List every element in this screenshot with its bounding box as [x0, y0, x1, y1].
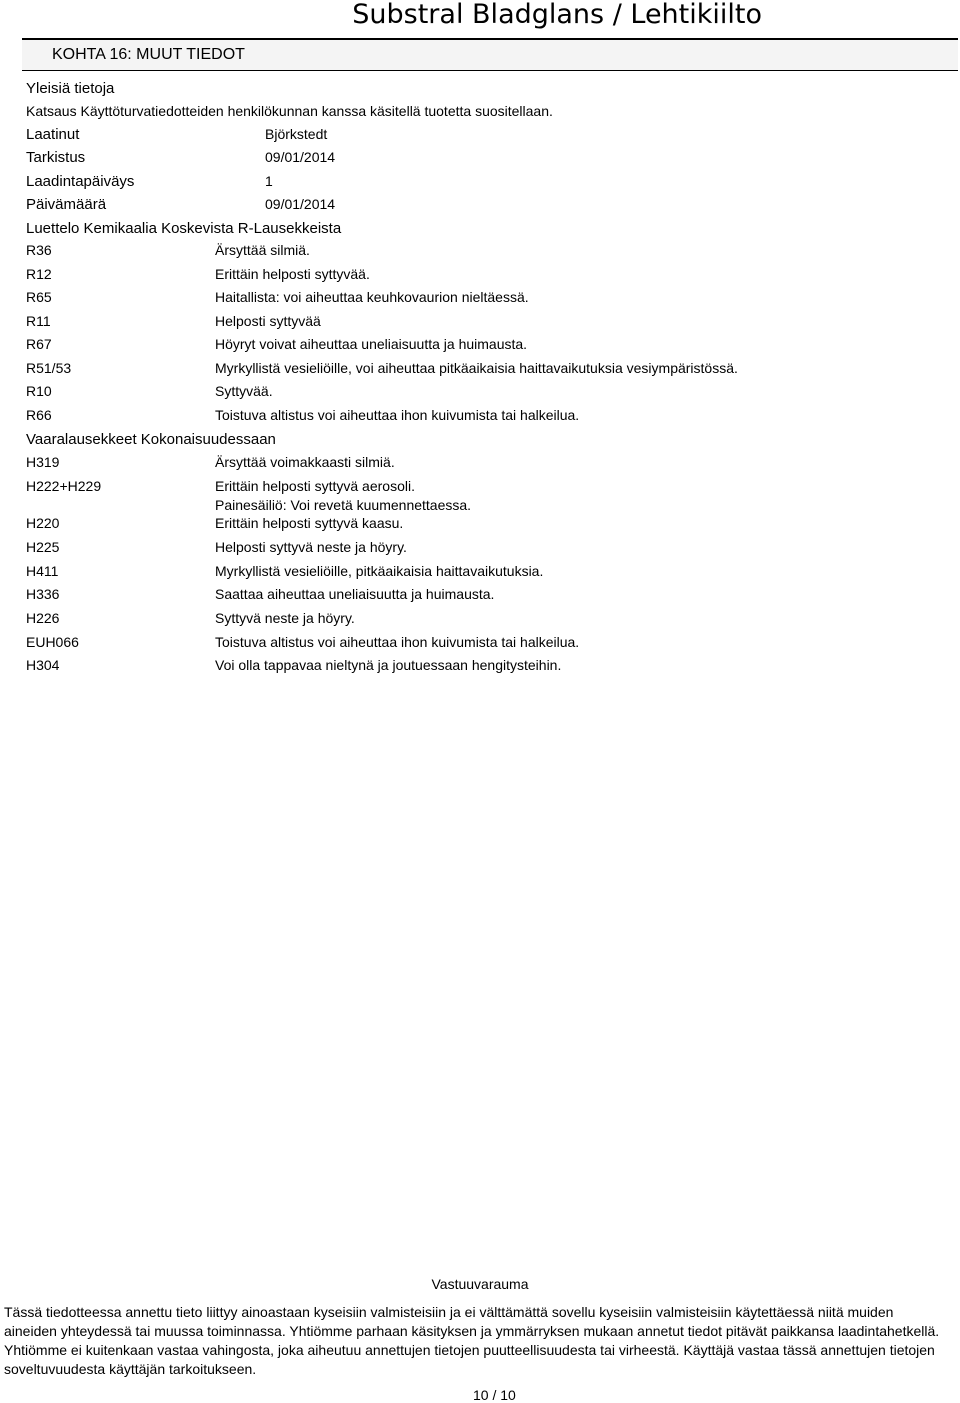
- h-statements-heading: Vaaralausekkeet Kokonaisuudessaan: [26, 431, 276, 448]
- section-header: [22, 38, 958, 71]
- h-statement-text: Myrkyllistä vesieliöille, pitkäaikaisia haittavaikutuksia.: [215, 563, 544, 579]
- h-statement-text: Toistuva altistus voi aiheuttaa ihon kuivumista tai halkeilua.: [215, 634, 580, 650]
- h-statement-text: Syttyvä neste ja höyry.: [215, 610, 355, 626]
- h-statement-text: Erittäin helposti syttyvä kaasu.: [215, 515, 404, 531]
- field-value-date: 09/01/2014: [265, 196, 336, 212]
- h-statement-code: EUH066: [26, 634, 79, 650]
- r-phrase-text: Helposti syttyvää: [215, 313, 321, 329]
- field-label-author: Laatinut: [26, 126, 80, 143]
- h-statement-text: Helposti syttyvä neste ja höyry.: [215, 539, 407, 555]
- r-phrase-code: R66: [26, 407, 52, 423]
- h-statement-text-secondary: Painesäiliö: Voi revetä kuumennettaessa.: [215, 497, 472, 513]
- r-phrase-code: R11: [26, 313, 51, 329]
- section-header-label: KOHTA 16: MUUT TIEDOT: [52, 46, 245, 63]
- r-phrase-text: Ärsyttää silmiä.: [215, 242, 310, 258]
- h-statement-code: H304: [26, 657, 60, 673]
- r-phrase-text: Toistuva altistus voi aiheuttaa ihon kuivumista tai halkeilua.: [215, 407, 580, 423]
- r-phrase-code: R36: [26, 242, 52, 258]
- r-phrase-text: Erittäin helposti syttyvää.: [215, 266, 370, 282]
- h-statement-code: H225: [26, 539, 60, 555]
- r-phrase-text: Höyryt voivat aiheuttaa uneliaisuutta ja huimausta.: [215, 336, 528, 352]
- field-value-author: Björkstedt: [265, 126, 328, 142]
- document-title: Substral Bladglans / Lehtikiilto: [352, 0, 762, 30]
- h-statement-text: Erittäin helposti syttyvä aerosoli.: [215, 478, 415, 494]
- r-phrase-code: R10: [26, 383, 52, 399]
- h-statement-code: H220: [26, 515, 60, 531]
- field-value-version: 1: [265, 173, 273, 189]
- h-statement-code: H226: [26, 610, 60, 626]
- disclaimer-title: Vastuuvarauma: [431, 1276, 529, 1292]
- field-value-revision: 09/01/2014: [265, 149, 336, 165]
- disclaimer-text: Tässä tiedotteessa annettu tieto liittyy ainoastaan kyseisiin valmisteisiin ja ei välttämättä sovellu kyseisiin valmisteisiin käytettäessä niitä muiden aineiden yhteydessä tai muussa toiminnassa. Yhtiömme parhaan käsityksen ja ymmärryksen mukaan annetut tiedot pitävät paikkansa laadintahetkellä. Yhtiömme ei kuitenkaan vastaa vahingosta, joka aiheutuu annettujen tietojen puutteellisuudesta tai virheestä. Käyttäjä vastaa tässä annettujen tietojen soveltuvuudesta käyttäjän tarkoitukseen.: [4, 1304, 940, 1377]
- r-phrase-text: Haitallista: voi aiheuttaa keuhkovaurion nieltäessä.: [215, 289, 529, 305]
- general-info-intro: Katsaus Käyttöturvatiedotteiden henkilökunnan kanssa käsitellä tuotetta suositellaan.: [26, 103, 553, 119]
- r-phrase-text: Myrkyllistä vesieliöille, voi aiheuttaa pitkäaikaisia haittavaikutuksia vesiympäristössä.: [215, 360, 738, 376]
- r-phrase-text: Syttyvää.: [215, 383, 273, 399]
- h-statement-code: H222+H229: [26, 478, 102, 494]
- field-label-date: Päivämäärä: [26, 196, 107, 213]
- general-info-heading: Yleisiä tietoja: [26, 80, 115, 97]
- field-label-revision: Tarkistus: [26, 149, 86, 166]
- r-phrase-code: R65: [26, 289, 52, 305]
- h-statement-code: H319: [26, 454, 60, 470]
- field-label-version: Laadintapäiväys: [26, 173, 135, 190]
- h-statement-text: Ärsyttää voimakkaasti silmiä.: [215, 454, 395, 470]
- h-statement-text: Voi olla tappavaa nieltynä ja joutuessaan hengitysteihin.: [215, 657, 562, 673]
- r-phrase-code: R51/53: [26, 360, 72, 376]
- h-statement-code: H336: [26, 586, 60, 602]
- r-phrase-code: R12: [26, 266, 52, 282]
- page-number: 10 / 10: [473, 1387, 516, 1403]
- r-phrases-heading: Luettelo Kemikaalia Koskevista R-Lausekkeista: [26, 220, 342, 237]
- r-phrase-code: R67: [26, 336, 52, 352]
- h-statement-text: Saattaa aiheuttaa uneliaisuutta ja huimausta.: [215, 586, 495, 602]
- h-statement-code: H411: [26, 563, 59, 579]
